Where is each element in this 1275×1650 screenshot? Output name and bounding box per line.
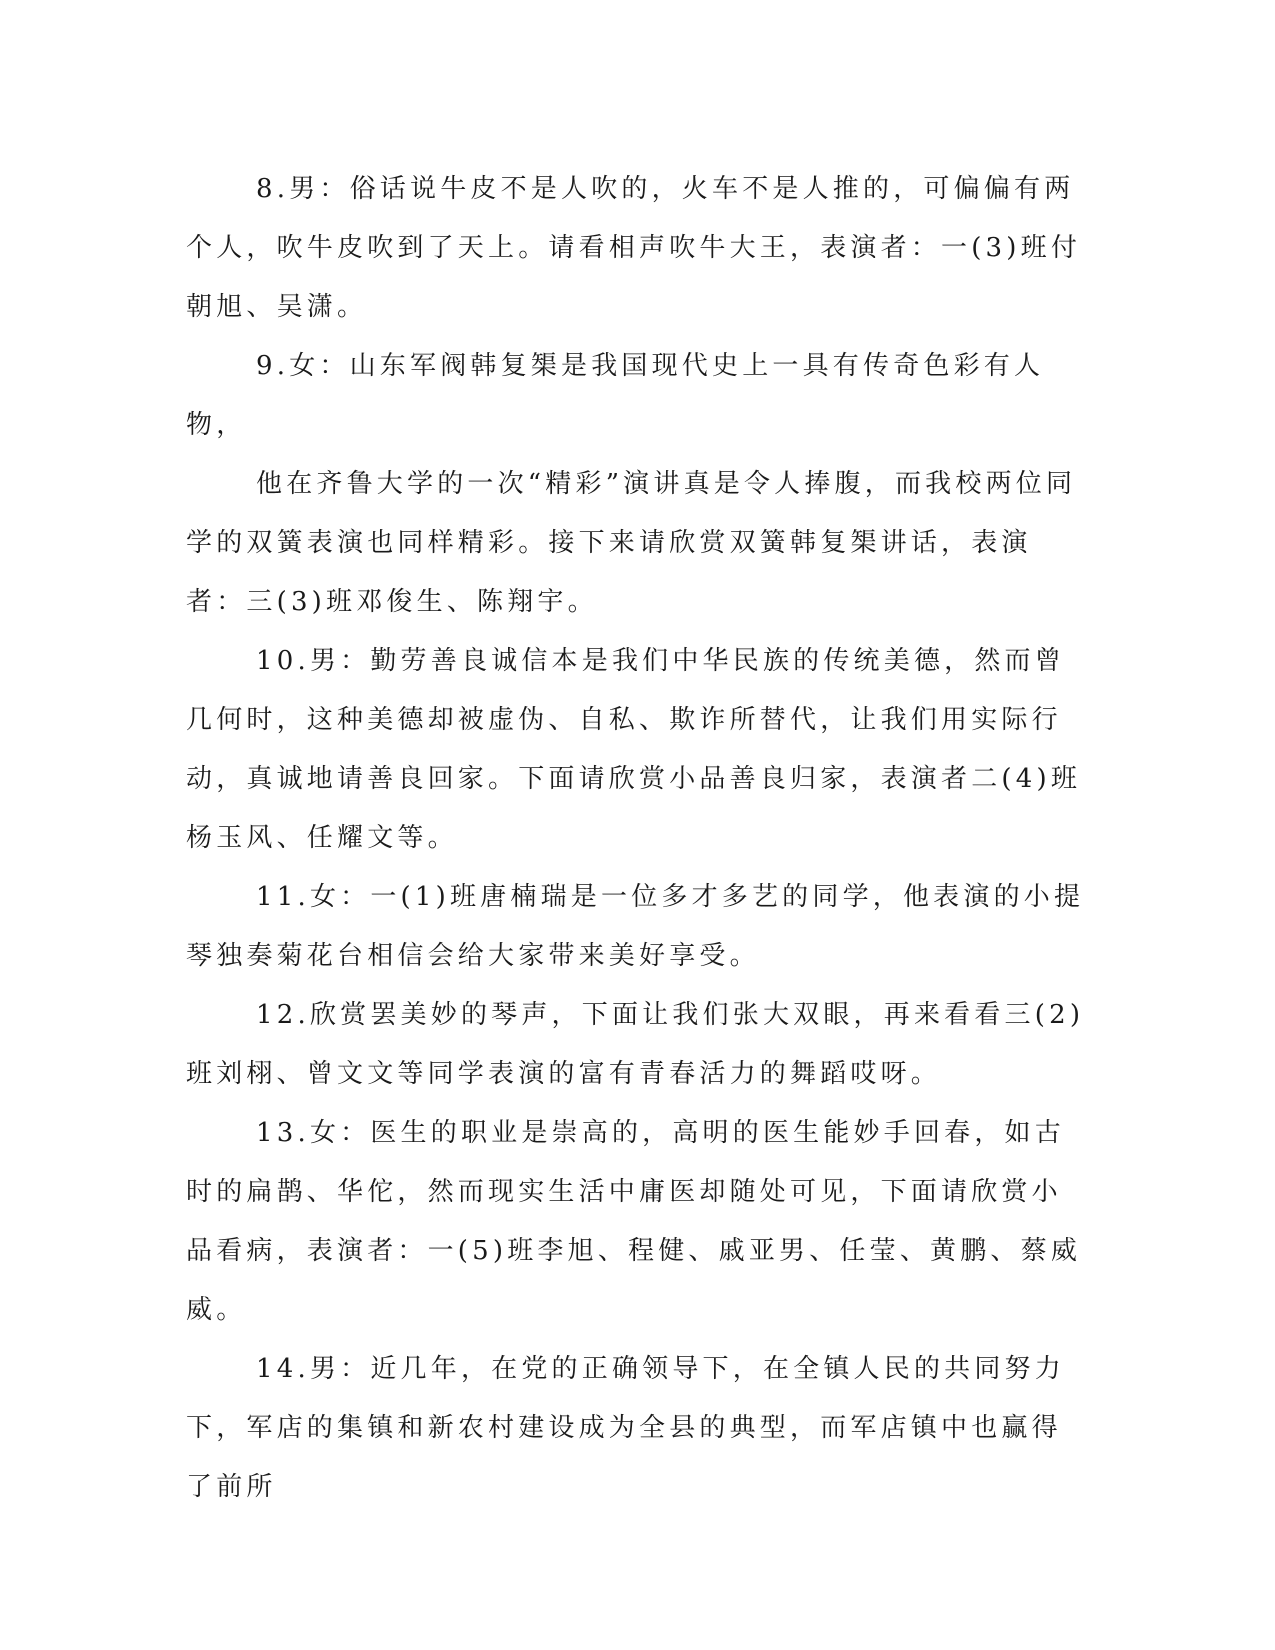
paragraph-item-12: 12.欣赏罢美妙的琴声，下面让我们张大双眼，再来看看三(2)班刘栩、曾文文等同学表演的富有青春活力的舞蹈哎呀。 xyxy=(186,1000,1085,1089)
document-body xyxy=(186,160,1086,1517)
paragraph-item-13: 13.女：医生的职业是崇高的，高明的医生能妙手回春，如古时的扁鹊、华佗，然而现实生活中庸医却随处可见，下面请欣赏小品看病，表演者：一(5)班李旭、程健、戚亚男、任莹、黄鹏、蔡威威。 xyxy=(186,1118,1082,1325)
paragraph-item-9-continued: 他在齐鲁大学的一次“精彩”演讲真是令人捧腹，而我校两位同学的双簧表演也同样精彩。接下来请欣赏双簧韩复榘讲话，表演者：三(3)班邓俊生、陈翔宇。 xyxy=(186,469,1077,617)
paragraph-item-14: 14.男：近几年，在党的正确领导下，在全镇人民的共同努力下，军店的集镇和新农村建设成为全县的典型，而军店镇中也赢得了前所 xyxy=(186,1354,1065,1502)
paragraph-item-10: 10.男：勤劳善良诚信本是我们中华民族的传统美德，然而曾几何时，这种美德却被虚伪、自私、欺诈所替代，让我们用实际行动，真诚地请善良回家。下面请欣赏小品善良归家，表演者二(4)班杨玉风、任耀文等。 xyxy=(186,646,1082,853)
paragraph-item-9: 9.女：山东军阀韩复榘是我国现代史上一具有传奇色彩有人物， xyxy=(186,351,1045,440)
paragraph-item-11: 11.女：一(1)班唐楠瑞是一位多才多艺的同学，他表演的小提琴独奏菊花台相信会给大家带来美好享受。 xyxy=(186,882,1085,971)
paragraph-item-8: 8.男：俗话说牛皮不是人吹的，火车不是人推的，可偏偏有两个人，吹牛皮吹到了天上。请看相声吹牛大王，表演者：一(3)班付朝旭、吴潇。 xyxy=(186,174,1082,322)
